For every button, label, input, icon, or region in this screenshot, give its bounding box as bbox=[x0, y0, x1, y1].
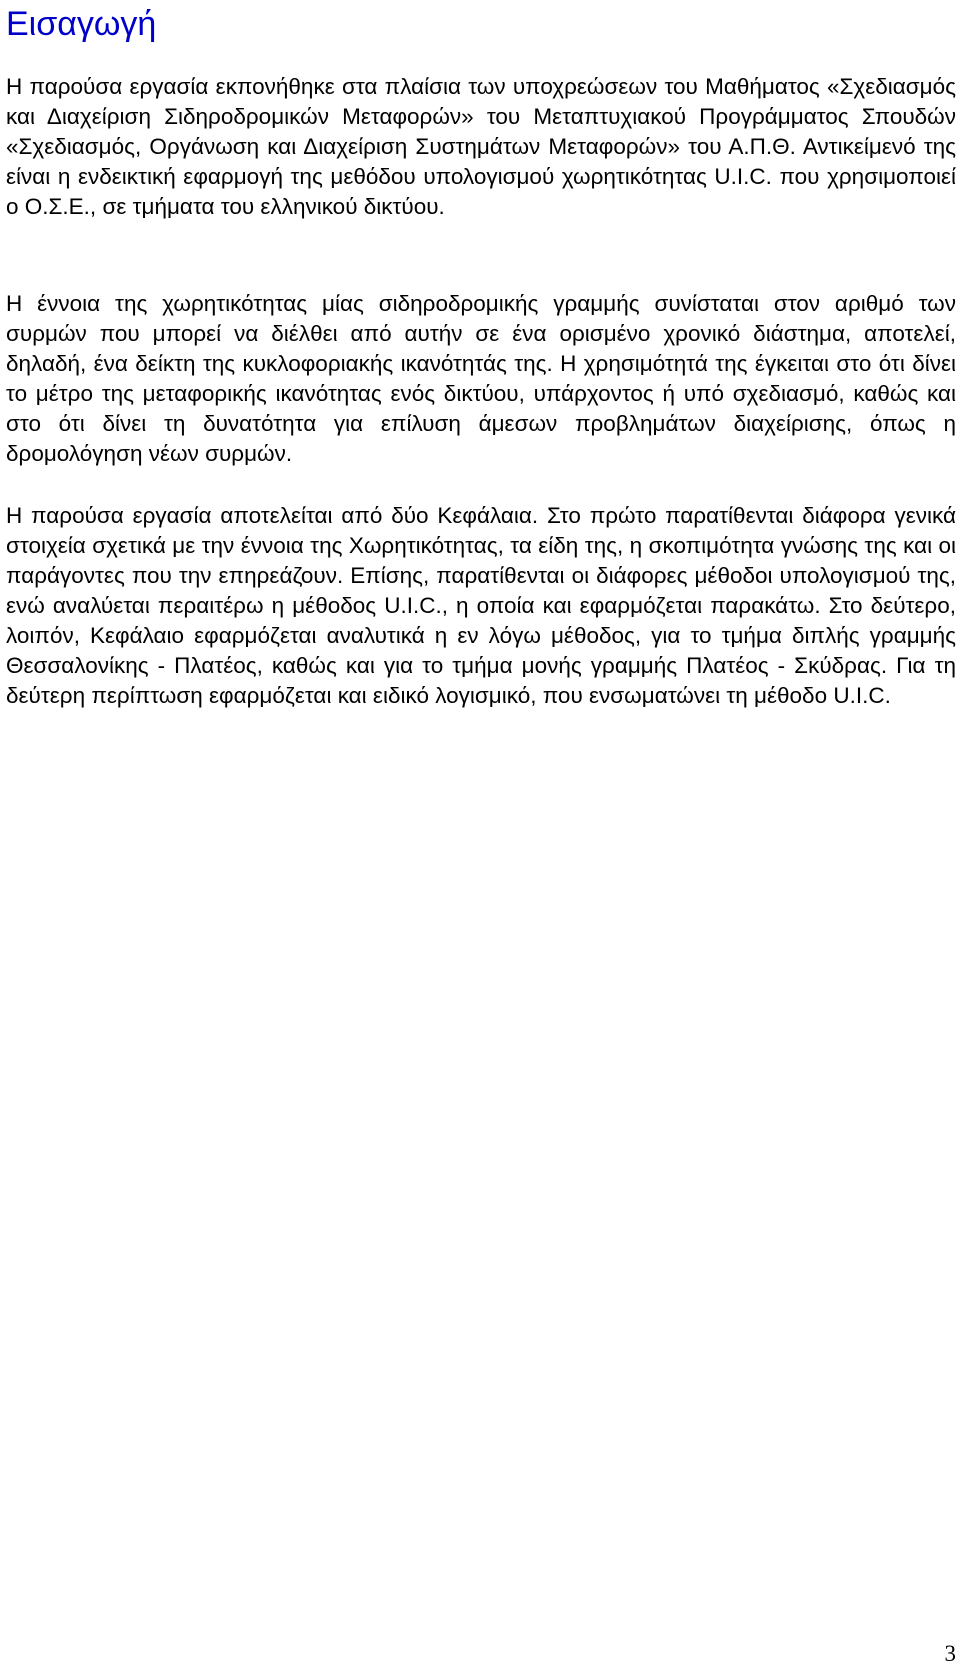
paragraph-purpose: Η παρούσα εργασία εκπονήθηκε στα πλαίσια των υποχρεώσεων του Μαθήματος «Σχεδιασμός και Διαχείριση Σιδηροδρομικών Μεταφορών» του Μεταπτυχιακού Προγράμματος Σπουδών «Σχεδιασμός, Οργάνωση και Διαχείριση Συστημάτων Μεταφορών» του Α.Π.Θ. Αντικείμενό της είναι η ενδεικτική εφαρμογή της μεθόδου υπολογισμού χωρητικότητας U.I.C. που χρησιμοποιεί ο Ο.Σ.Ε., σε τμήματα του ελληνικού δικτύου. bbox=[6, 74, 956, 219]
section-heading: Εισαγωγή bbox=[6, 5, 157, 43]
paragraph-structure: Η παρούσα εργασία αποτελείται από δύο Κεφάλαια. Στο πρώτο παρατίθενται διάφορα γενικά στοιχεία σχετικά με την έννοια της Χωρητικότητας, τα είδη της, η σκοπιμότητα γνώσης της και οι παράγοντες που την επηρεάζουν. Επίσης, παρατίθενται οι διάφορες μέθοδοι υπολογισμού της, ενώ αναλύεται περαιτέρω η μέθοδος U.I.C., η οποία και εφαρμόζεται παρακάτω. Στο δεύτερο, λοιπόν, Κεφάλαιο εφαρμόζεται αναλυτικά η εν λόγω μέθοδος, για το τμήμα διπλής γραμμής Θεσσαλονίκης - Πλατέος, καθώς και για το τμήμα μονής γραμμής Πλατέος - Σκύδρας. Για τη δεύτερη περίπτωση εφαρμόζεται και ειδικό λογισμικό, που ενσωματώνει τη μέθοδο U.I.C. bbox=[6, 503, 956, 708]
document-page bbox=[6, 0, 956, 708]
paragraph-capacity-definition: Η έννοια της χωρητικότητας μίας σιδηροδρομικής γραμμής συνίσταται στον αριθμό των συρμών που μπορεί να διέλθει από αυτήν σε ένα ορισμένο χρονικό διάστημα, αποτελεί, δηλαδή, ένα δείκτη της κυκλοφοριακής ικανότητάς της. Η χρησιμότητά της έγκειται στο ότι δίνει το μέτρο της μεταφορικής ικανότητας ενός δικτύου, υπάρχοντος ή υπό σχεδιασμό, καθώς και στο ότι δίνει τη δυνατότητα για επίλυση άμεσων προβλημάτων διαχείρισης, όπως η δρομολόγηση νέων συρμών. bbox=[6, 291, 956, 466]
page-number: 3 bbox=[944, 1641, 956, 1666]
